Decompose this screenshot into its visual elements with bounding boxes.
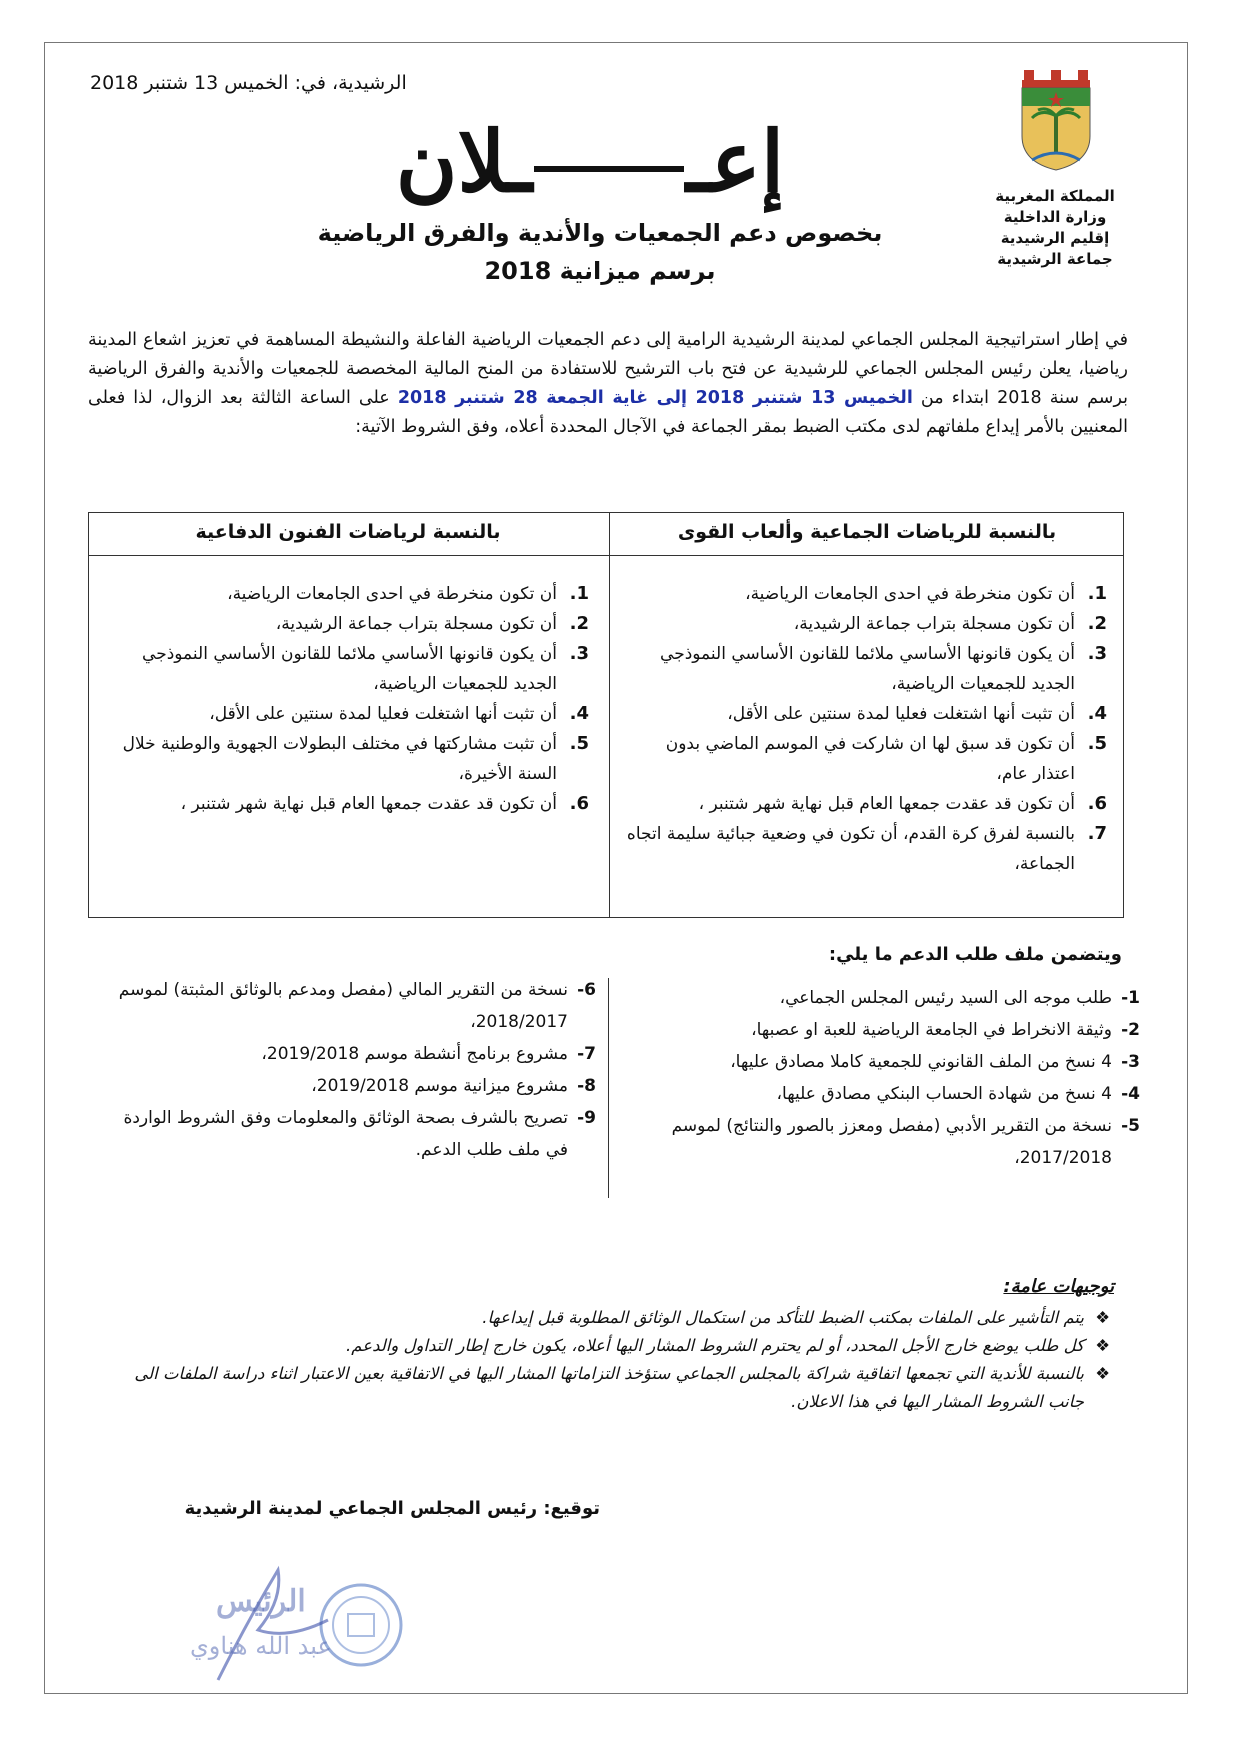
item-number: 3. <box>569 643 589 664</box>
application-dates: الخميس 13 شتنبر 2018 إلى غاية الجمعة 28 شتنبر 2018 <box>397 388 913 408</box>
condition-item <box>625 579 1107 609</box>
item-number: 2. <box>569 613 589 634</box>
condition-item <box>105 609 589 639</box>
team-sports-conditions <box>625 579 1107 879</box>
condition-item <box>105 639 589 699</box>
file-contents-title: ويتضمن ملف طلب الدعم ما يلي: <box>828 944 1122 965</box>
intro-text: في إطار استراتيجية المجلس الجماعي لمدينة الرشيدية الرامية إلى دعم الجمعيات الرياضية الفاعلة والنشيطة المساهمة في تعزيز اشعاع المدينة رياضيا، يعلن رئيس المجلس الجماعي للرشيدية عن فتح باب الترشيح للاستفادة من المنح المالية المخصصة للجمعيات والأندية والفرق الرياضية برسم سنة 2018 ابتداء من <box>88 330 1129 408</box>
file-item <box>96 1102 596 1166</box>
file-contents-list-right <box>620 982 1140 1174</box>
file-item <box>620 1046 1140 1078</box>
item-text: أن تثبت مشاركتها في مختلف البطولات الجهوية والوطنية خلال السنة الأخيرة، <box>122 734 557 784</box>
item-text: أن يكون قانونها الأساسي ملائما للقانون الأساسي النموذجي الجديد للجمعيات الرياضية، <box>660 644 1075 694</box>
item-text: أن تكون قد عقدت جمعها العام قبل نهاية شهر شتنبر ، <box>698 794 1075 814</box>
file-item <box>96 1038 596 1070</box>
item-number: 7. <box>1087 823 1107 844</box>
item-number: 6- <box>577 980 596 1000</box>
item-text: نسخة من التقرير الأدبي (مفصل ومعزز بالصور والنتائج) لموسم 2017/2018، <box>671 1116 1112 1168</box>
martial-arts-header: بالنسبة لرياضات الفنون الدفاعية <box>195 521 501 543</box>
item-text: مشروع ميزانية موسم 2019/2018، <box>311 1076 568 1096</box>
item-number: 2. <box>1087 613 1107 634</box>
item-number: 9- <box>577 1108 596 1128</box>
item-number: 1. <box>569 583 589 604</box>
item-number: 6. <box>1087 793 1107 814</box>
file-contents-list-left <box>96 974 596 1166</box>
item-text: مشروع برنامج أنشطة موسم 2019/2018، <box>261 1044 568 1064</box>
item-number: 1. <box>1087 583 1107 604</box>
announcement-title <box>380 112 800 212</box>
intro-text-cont: على الساعة الثالثة بعد الزوال، لذا فعلى المعنيين بالأمر إيداع ملفاتهم لدى مكتب الضبط بمقر الجماعة في الآجال المحددة أعلاه، وفق الشروط الآتية: <box>88 388 1128 437</box>
item-number: 5. <box>1087 733 1107 754</box>
item-text: بالنسبة لفرق كرة القدم، أن تكون في وضعية جبائية سليمة اتجاه الجماعة، <box>626 824 1075 874</box>
intro-paragraph <box>88 326 1128 442</box>
item-number: 5- <box>1121 1116 1140 1136</box>
item-number: 2- <box>1121 1020 1140 1040</box>
directives-list <box>104 1304 1114 1416</box>
signature-handwritten-name: عبد الله هناوي <box>190 1632 332 1660</box>
item-text: أن تكون قد عقدت جمعها العام قبل نهاية شهر شتنبر ، <box>180 794 557 814</box>
item-text: كل طلب يوضع خارج الأجل المحدد، أو لم يحترم الشروط المشار اليها أعلاه، يكون خارج إطار التداول والدعم. <box>346 1336 1084 1355</box>
subtitle-line: بخصوص دعم الجمعيات والأندية والفرق الرياضية <box>317 219 883 247</box>
diamond-bullet-icon: ❖ <box>1095 1336 1110 1355</box>
title-start: إعـ <box>686 112 785 211</box>
directives-title: توجيهات عامة: <box>1003 1276 1114 1297</box>
condition-item <box>625 789 1107 819</box>
condition-item <box>625 609 1107 639</box>
file-item <box>96 1070 596 1102</box>
subtitle-line: برسم ميزانية 2018 <box>484 257 716 285</box>
item-text: بالنسبة للأندية التي تجمعها اتفاقية شراكة بالمجلس الجماعي ستؤخذ التزاماتها المشار اليها في الاتفاقية بعين الاعتبار اثناء دراسة الملفات الى جانب الشروط المشار اليها في هذا الاعلان. <box>134 1364 1084 1411</box>
item-number: 5. <box>569 733 589 754</box>
item-text: طلب موجه الى السيد رئيس المجلس الجماعي، <box>779 988 1112 1008</box>
item-text: أن تكون منخرطة في احدى الجامعات الرياضية، <box>227 584 557 604</box>
signature-label: توقيع: رئيس المجلس الجماعي لمدينة الرشيدية <box>184 1498 600 1519</box>
item-text: وثيقة الانخراط في الجامعة الرياضية للعبة او عصبها، <box>751 1020 1112 1040</box>
file-item <box>620 982 1140 1014</box>
announcement-subtitle <box>300 214 900 290</box>
item-text: أن تكون مسجلة بتراب جماعة الرشيدية، <box>793 614 1075 634</box>
authority-line: المملكة المغربية <box>995 187 1115 205</box>
team-sports-header: بالنسبة للرياضات الجماعية وألعاب القوى <box>677 521 1057 543</box>
item-text: نسخة من التقرير المالي (مفصل ومدعم بالوثائق المثبتة) لموسم 2018/2017، <box>118 980 568 1032</box>
item-text: أن تثبت أنها اشتغلت فعليا لمدة سنتين على الأقل، <box>727 704 1075 724</box>
announcement-date: الرشيدية، في: الخميس 13 شتنبر 2018 <box>90 72 407 94</box>
item-text: أن يكون قانونها الأساسي ملائما للقانون الأساسي النموذجي الجديد للجمعيات الرياضية، <box>142 644 557 694</box>
item-number: 8- <box>577 1076 596 1096</box>
conditions-table <box>88 512 1124 918</box>
item-number: 3- <box>1121 1052 1140 1072</box>
directive-item <box>104 1360 1114 1416</box>
item-number: 7- <box>577 1044 596 1064</box>
diamond-bullet-icon: ❖ <box>1095 1308 1110 1327</box>
directive-item <box>104 1304 1114 1332</box>
item-number: 4- <box>1121 1084 1140 1104</box>
condition-item <box>625 699 1107 729</box>
file-item <box>620 1110 1140 1174</box>
file-column-divider <box>608 978 609 1198</box>
martial-arts-conditions <box>105 579 589 819</box>
column-divider <box>609 513 610 917</box>
item-text: أن تكون مسجلة بتراب جماعة الرشيدية، <box>275 614 557 634</box>
item-text: أن تكون قد سبق لها ان شاركت في الموسم الماضي بدون اعتذار عام، <box>665 734 1075 784</box>
item-text: يتم التأشير على الملفات بمكتب الضبط للتأكد من استكمال الوثائق المطلوبة قبل إيداعها. <box>482 1308 1084 1327</box>
handwritten-signature-icon <box>188 1560 398 1690</box>
title-end: ـلان <box>395 112 533 211</box>
file-item <box>96 974 596 1038</box>
authority-block <box>990 186 1120 270</box>
item-text: 4 نسخ من الملف القانوني للجمعية كاملا مصادق عليها، <box>730 1052 1112 1072</box>
item-number: 6. <box>569 793 589 814</box>
item-number: 3. <box>1087 643 1107 664</box>
authority-line: إقليم الرشيدية <box>1000 229 1110 247</box>
condition-item <box>625 729 1107 789</box>
authority-line: وزارة الداخلية <box>1003 208 1107 226</box>
condition-item <box>105 789 589 819</box>
item-text: 4 نسخ من شهادة الحساب البنكي مصادق عليها، <box>776 1084 1112 1104</box>
signature-handwritten-title: الرئيس <box>216 1584 306 1619</box>
authority-line: جماعة الرشيدية <box>997 250 1113 268</box>
condition-item <box>625 819 1107 879</box>
item-number: 4. <box>1087 703 1107 724</box>
condition-item <box>105 579 589 609</box>
item-text: أن تثبت أنها اشتغلت فعليا لمدة سنتين على الأقل، <box>209 704 557 724</box>
condition-item <box>105 729 589 789</box>
file-item <box>620 1014 1140 1046</box>
file-item <box>620 1078 1140 1110</box>
title-kashida <box>534 166 684 172</box>
condition-item <box>625 639 1107 699</box>
item-text: أن تكون منخرطة في احدى الجامعات الرياضية، <box>745 584 1075 604</box>
directive-item <box>104 1332 1114 1360</box>
item-text: تصريح بالشرف بصحة الوثائق والمعلومات وفق الشروط الواردة في ملف طلب الدعم. <box>123 1108 568 1160</box>
condition-item <box>105 699 589 729</box>
diamond-bullet-icon: ❖ <box>1095 1364 1110 1383</box>
item-number: 1- <box>1121 988 1140 1008</box>
item-number: 4. <box>569 703 589 724</box>
municipal-crest-logo <box>1018 66 1094 172</box>
